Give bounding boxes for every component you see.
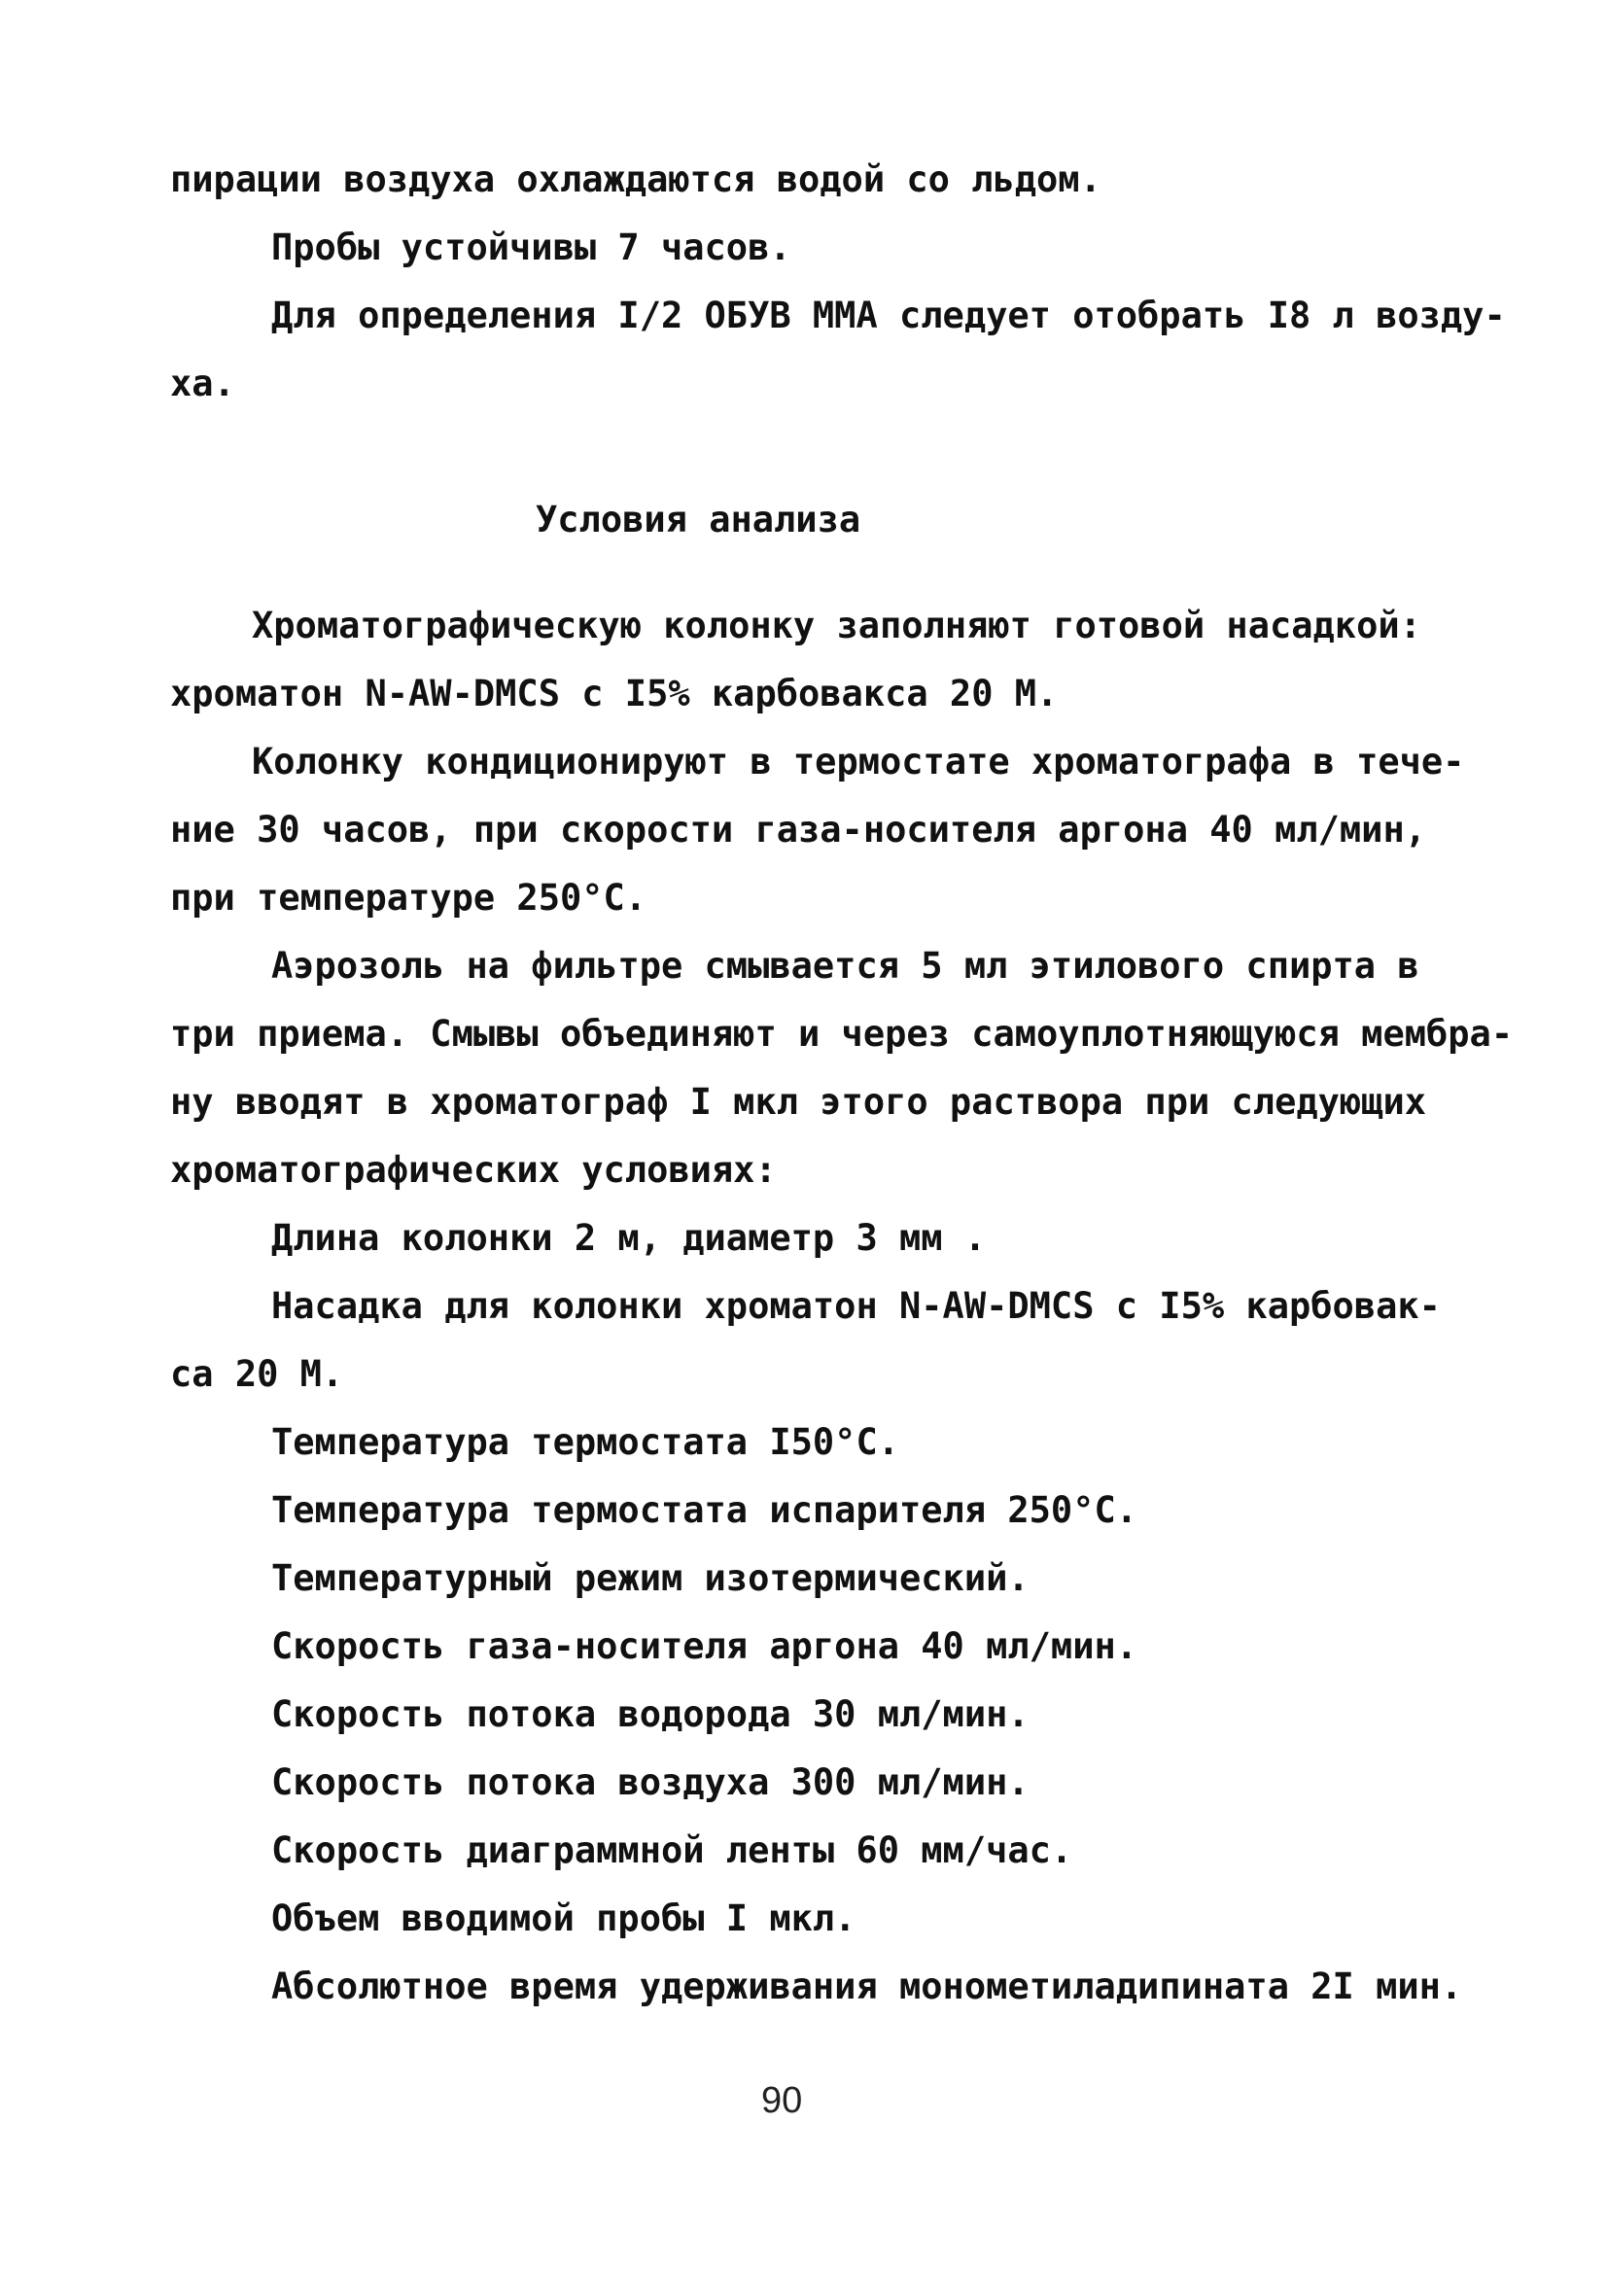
text-line: ну вводят в хроматограф I мкл этого раствора при следующих [170, 1081, 1427, 1123]
section-heading: Условия анализа [536, 499, 861, 540]
text-line: хроматон N-AW-DMCS с I5% карбовакса 20 М. [170, 673, 1059, 714]
text-line: Колонку кондиционируют в термостате хроматографа в тече- [252, 741, 1465, 783]
text-line: Абсолютное время удерживания монометиладипината 2I мин. [271, 1966, 1463, 2007]
text-line: Объем вводимой пробы I мкл. [271, 1897, 856, 1939]
text-line: ние 30 часов, при скорости газа-носителя аргона 40 мл/мин, [170, 809, 1427, 851]
text-line: Скорость диаграммной ленты 60 мм/час. [271, 1829, 1073, 1871]
text-line: три приема. Смывы объединяют и через самоуплотняющуюся мембра- [170, 1013, 1514, 1055]
text-line: Скорость потока водорода 30 мл/мин. [271, 1693, 1030, 1735]
text-line: Хроматографическую колонку заполняют готовой насадкой: [252, 605, 1421, 646]
text-line: пирации воздуха охлаждаются водой со льдом. [170, 158, 1101, 200]
text-line: Температура термостата I50°С. [271, 1421, 900, 1463]
text-line: хроматографических условиях: [170, 1149, 777, 1191]
text-line: Температурный режим изотермический. [271, 1557, 1030, 1599]
text-line: Температура термостата испарителя 250°С. [271, 1489, 1138, 1531]
text-line: Скорость потока воздуха 300 мл/мин. [271, 1761, 1030, 1803]
text-line: ха. [170, 363, 235, 404]
text-line: Скорость газа-носителя аргона 40 мл/мин. [271, 1625, 1138, 1667]
text-line: Пробы устойчивы 7 часов. [271, 226, 791, 268]
page-number: 90 [761, 2080, 803, 2121]
text-line: са 20 М. [170, 1353, 344, 1395]
text-line: Насадка для колонки хроматон N-AW-DMCS с I5% карбовак- [271, 1285, 1441, 1327]
text-line: при температуре 250°С. [170, 877, 647, 919]
text-line: Аэрозоль на фильтре смывается 5 мл этилового спирта в [271, 945, 1419, 987]
text-line: Длина колонки 2 м, диаметр 3 мм . [271, 1217, 987, 1259]
text-line: Для определения I/2 ОБУВ ММА следует отобрать I8 л возду- [271, 295, 1506, 336]
